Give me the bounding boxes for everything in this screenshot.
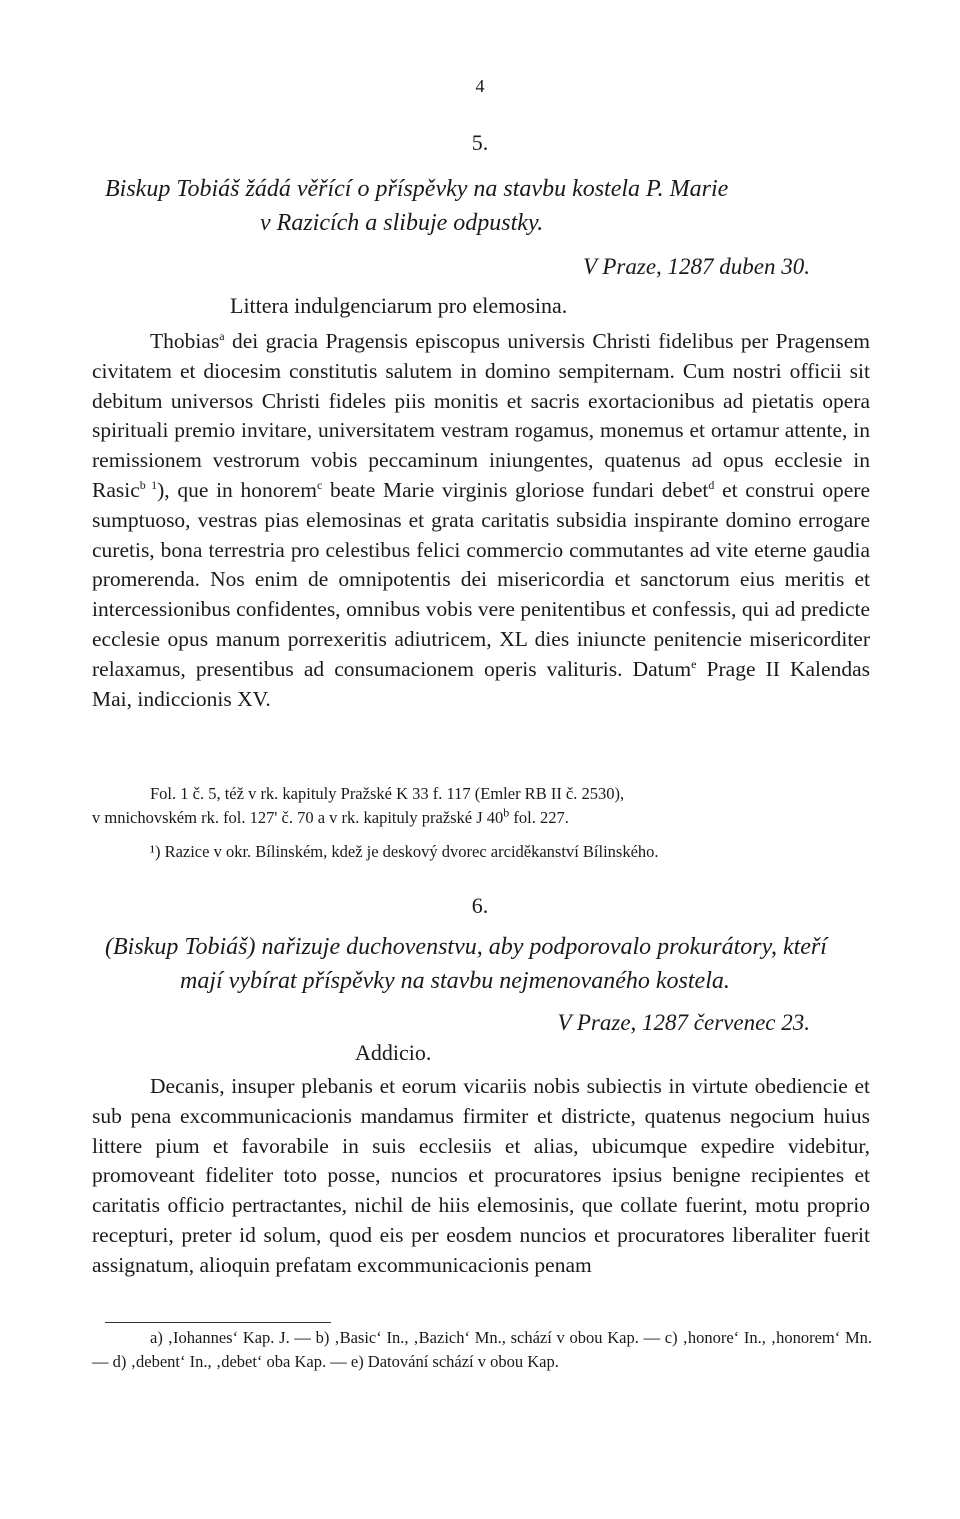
document-5-date: V Praze, 1287 duben 30. <box>582 254 810 279</box>
apparatus-text: a) ‚Iohannes‘ Kap. J. — b) ‚Basic‘ In., ‚Bazich‘ Mn., schází v obou Kap. — c) ‚honore‘ In., ‚honorem‘ Mn. — d) ‚debent‘ In., ‚debet‘ oba Kap. — e) Datování schází v obou Kap. <box>92 1328 872 1371</box>
document-5-source-note <box>92 782 872 830</box>
variant-mark-a: a <box>219 328 225 343</box>
title-line-2: v Razicích a slibuje odpustky. <box>260 210 544 236</box>
critical-apparatus <box>92 1326 872 1374</box>
document-5-footnote <box>92 840 872 864</box>
document-number-5: 5. <box>471 130 489 155</box>
document-5-paragraph <box>92 327 870 714</box>
source-text: ' č. 70 a v rk. kapituly pražské J 40 <box>274 808 504 827</box>
body-text: Prage II Kalendas Mai, indiccionis XV. <box>92 656 870 711</box>
source-line-1: Fol. 1 č. 5, též v rk. kapituly Pražské K 33 f. 117 (Emler RB II č. 2530), <box>150 784 625 803</box>
variant-mark-e: e <box>691 656 697 671</box>
document-5-heading: Littera indulgenciarum pro elemosina. <box>230 293 568 318</box>
title-line-1: Biskup Tobiáš žádá věřící o příspěvky na stavbu kostela P. Marie <box>105 176 729 202</box>
body-text: beate Marie virginis gloriose fundari debet <box>322 477 709 502</box>
variant-mark-b: b <box>139 477 146 492</box>
source-text: v mnichovském rk. fol. 127 <box>92 808 275 827</box>
document-6-body <box>92 1072 870 1281</box>
document-5-body <box>92 327 870 714</box>
document-number-6: 6. <box>471 893 489 918</box>
source-superscript: b <box>503 805 510 820</box>
apparatus-divider <box>105 1322 331 1323</box>
variant-mark-c: c <box>316 477 323 492</box>
document-5-title <box>105 172 885 240</box>
document-6-heading: Addicio. <box>355 1040 432 1065</box>
document-6-paragraph: Decanis, insuper plebanis et eorum vicariis nobis subiectis in virtute obediencie et sub pena excommunicacionis mandamus firmiter et districte, quatenus negocium huius littere pium et favorabile in suis ecclesiis et alias, ubicumque expedire videbitur, promoveant fideliter toto posse, nuncios et procuratores ipsius benigne recipientes et caritatis officio pertractantes, nichil de hiis elemosinis, que collate fuerint, motu proprio recepturi, preter id solum, quod eis per eosdem nuncios et procuratores liberaliter fuerit assignatum, alioquin prefatam excommunicacionis penam <box>92 1074 870 1277</box>
body-text: dei gracia Pragensis episcopus universis Christi fidelibus per Pragensem civitatem et diocesim constitutis salutem in domino sempiternam. Cum nostri officii sit debitum universos Christi fideles piis monitis et sacris exortacionibus ad pietatis opera spirituali premio invitare, universitatem vestram rogamus, monemus et ortamur attente, in remissionem vestrorum vobis peccaminum iniungentes, quatenus ad opus ecclesie in Rasic <box>92 329 870 502</box>
body-text: ), que in honorem <box>157 477 317 502</box>
body-text: et construi opere sumptuoso, vestras pias elemosinas et grata caritatis subsidia inspirante domino errogare curetis, bona terrestria pro celestibus felici commercio commutantes ad vite eterne gaudia promerenda. Nos enim de omnipotentis dei misericordia et sanctorum eius meritis et intercessionibus confidentes, omnibus vobis vere penitentibus et confessis, qui ad predicte ecclesie opus manum porrexeritis adiutricem, XL dies iniuncte penitencie misericorditer relaxamus, presentibus ad consumacionem operis valituris. Datum <box>92 477 871 681</box>
footnote-1: ¹) Razice v okr. Bílinském, kdež je deskový dvorec arciděkanství Bílinského. <box>150 842 659 861</box>
source-line-2 <box>92 806 872 830</box>
title-line-1: (Biskup Tobiáš) nařizuje duchovenstvu, aby podporovalo prokurátory, kteří <box>105 934 827 960</box>
footnote-mark-1: 1 <box>145 477 158 492</box>
page-number: 4 <box>475 76 485 96</box>
source-text: fol. 227. <box>509 808 569 827</box>
body-text: Thobias <box>150 329 220 353</box>
title-line-2: mají vybírat příspěvky na stavbu nejmenovaného kostela. <box>180 968 730 994</box>
document-6-title <box>105 930 885 998</box>
variant-mark-d: d <box>708 477 715 492</box>
document-6-date: V Praze, 1287 červenec 23. <box>557 1010 810 1035</box>
